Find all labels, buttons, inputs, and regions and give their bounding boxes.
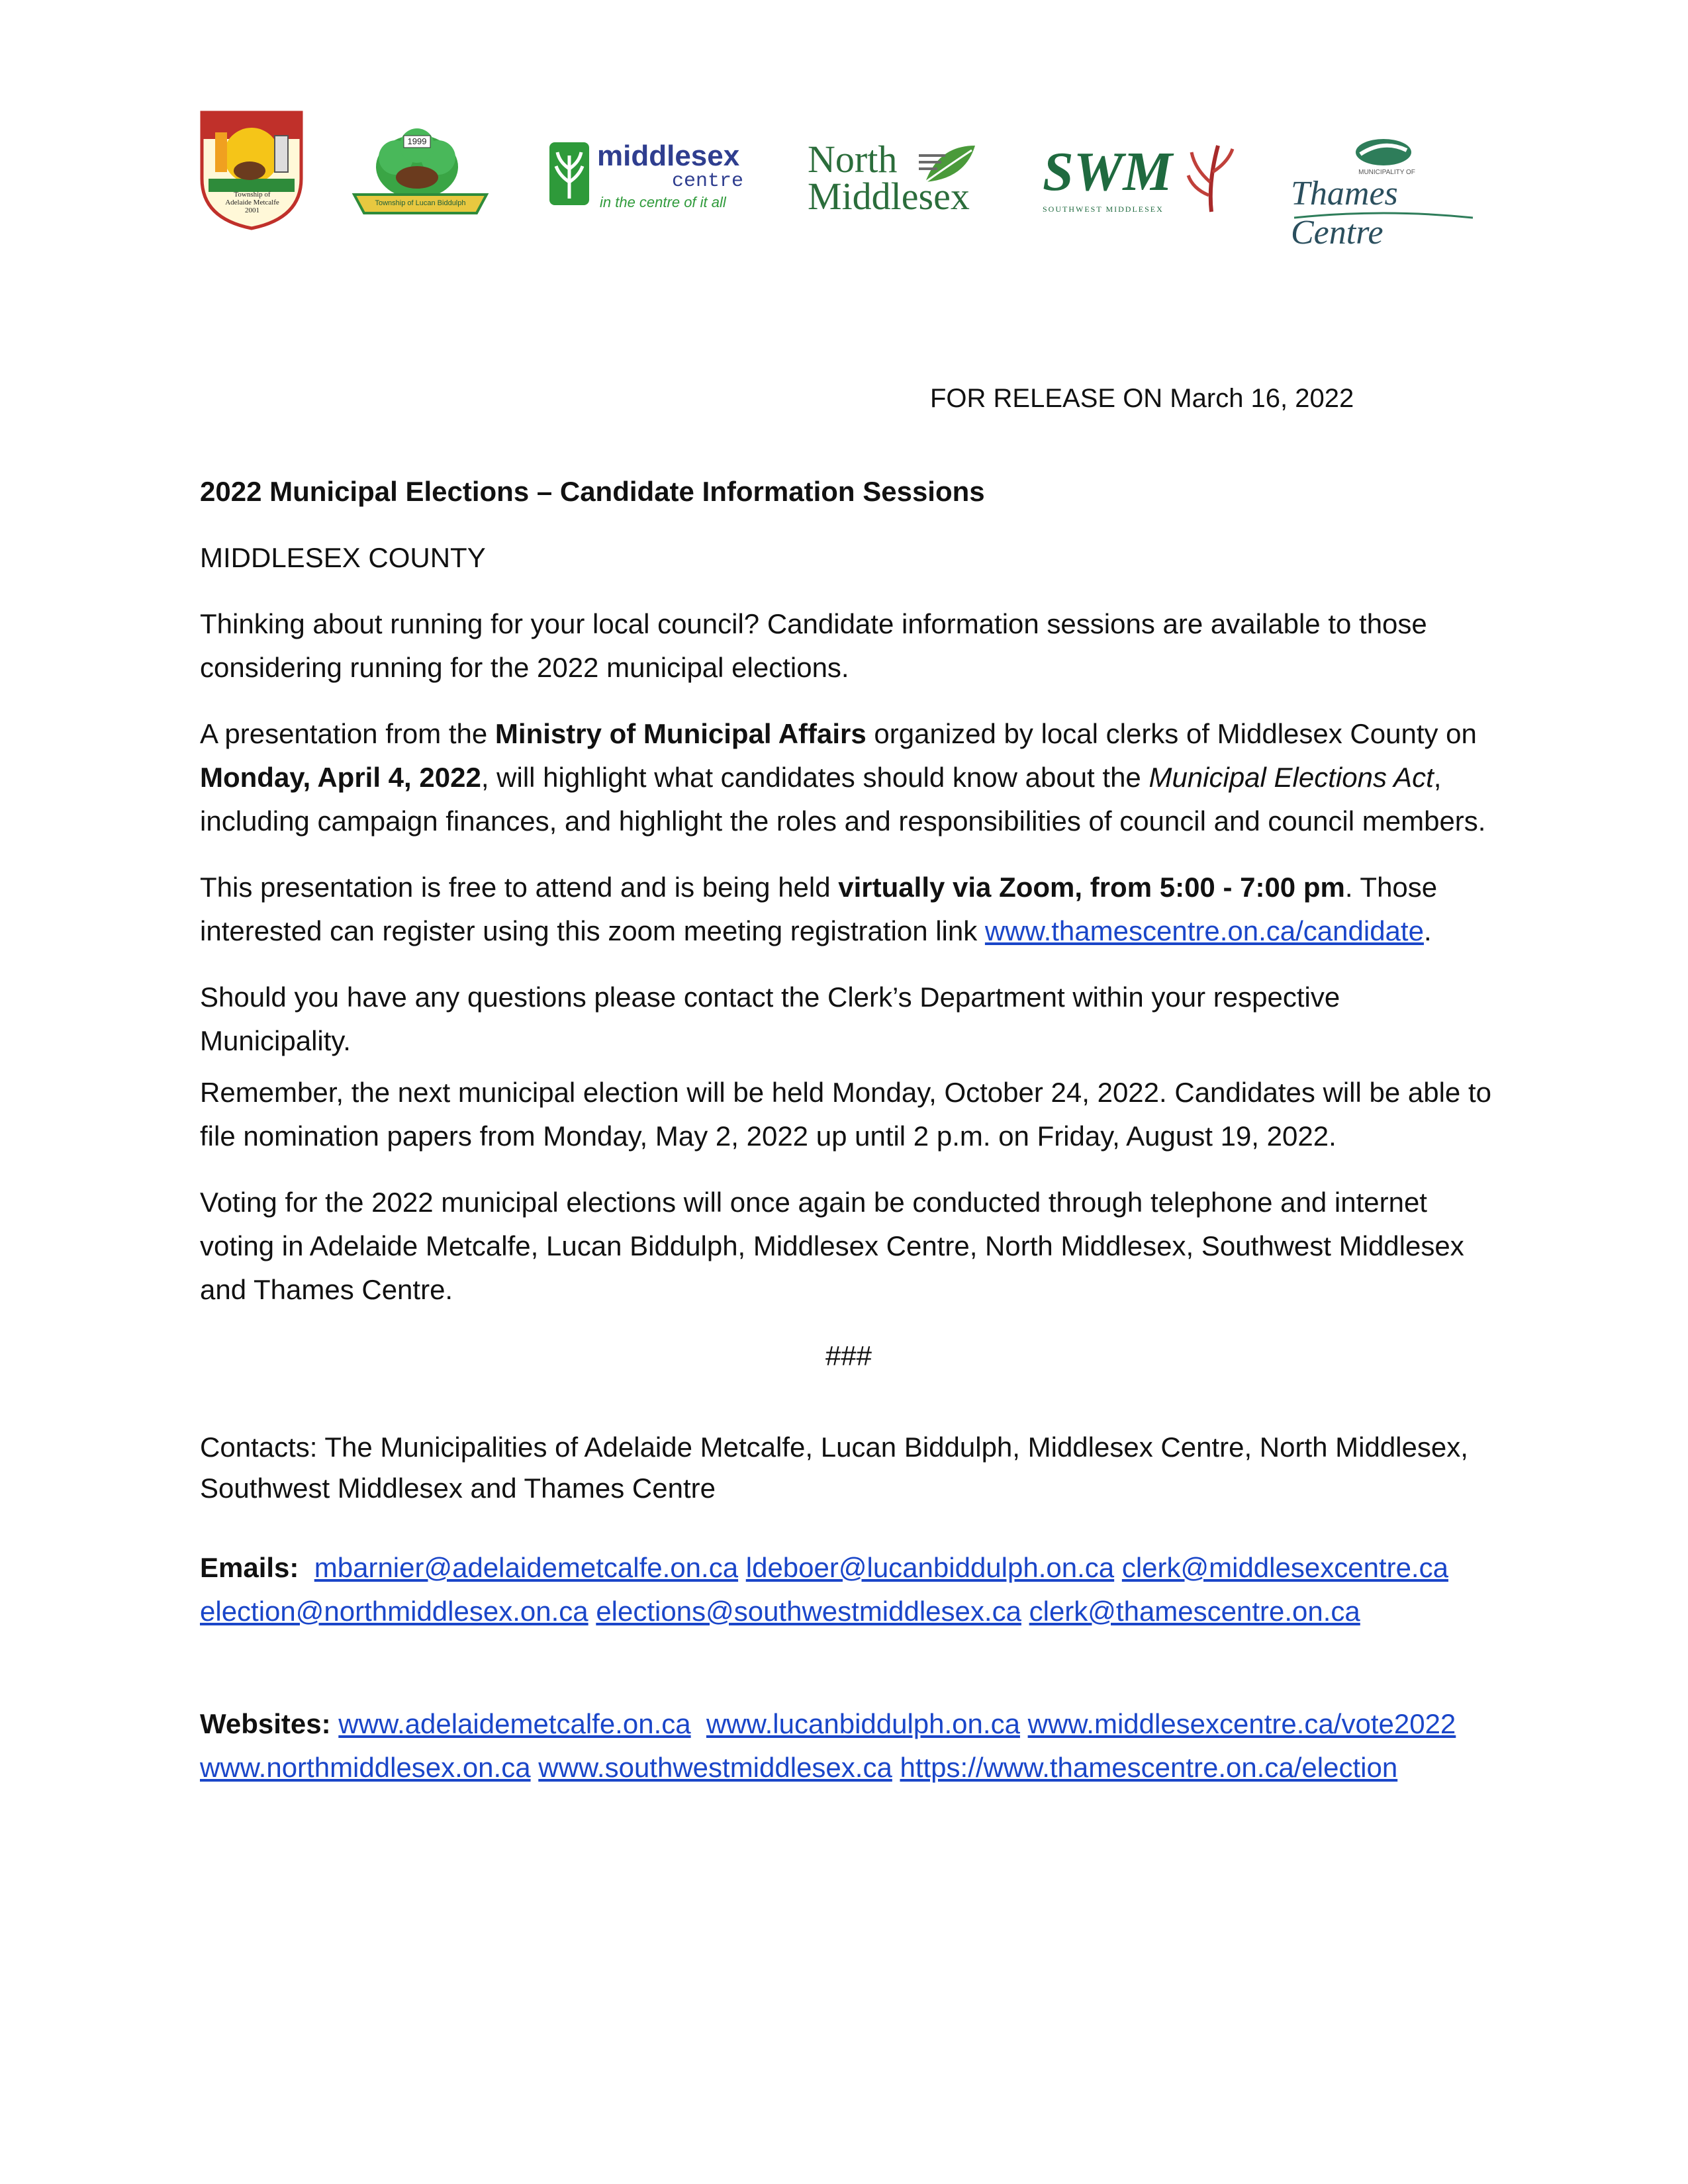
- southwest-middlesex-logo: [1043, 142, 1241, 222]
- website-link[interactable]: www.adelaidemetcalfe.on.ca: [338, 1708, 691, 1739]
- text-run: . Those interested can register using this zoom meeting registration link: [200, 872, 1438, 946]
- email-link[interactable]: ldeboer@lucanbiddulph.on.ca: [745, 1552, 1115, 1583]
- voting-paragraph: Voting for the 2022 municipal elections will once again be conducted through telephone and internet voting in Adelaide Metcalfe, Lucan Biddulph, Middlesex Centre, North Middlesex, Southwest Middlesex and Thames Centre.: [200, 1187, 1464, 1305]
- crest-line-2: Adelaide Metcalfe: [225, 199, 279, 206]
- headline: 2022 Municipal Elections – Candidate Information Sessions: [200, 476, 985, 507]
- zoom-paragraph: [200, 866, 1497, 953]
- website-link[interactable]: https://www.thamescentre.on.ca/election: [900, 1752, 1398, 1783]
- email-link[interactable]: clerk@thamescentre.on.ca: [1029, 1596, 1360, 1627]
- questions-paragraph: Should you have any questions please contact the Clerk’s Department within your respective Municipality.: [200, 981, 1340, 1056]
- website-link[interactable]: www.southwestmiddlesex.ca: [538, 1752, 892, 1783]
- lucan-biddulph-logo: [344, 126, 496, 232]
- swm-letters: SWM: [1043, 141, 1173, 203]
- presentation-paragraph: [200, 712, 1497, 843]
- contacts-paragraph: Contacts: The Municipalities of Adelaide Metcalfe, Lucan Biddulph, Middlesex Centre, North Middlesex, Southwest Middlesex and Thames Centre: [200, 1432, 1468, 1504]
- text-run: .: [1423, 915, 1432, 946]
- middlesex-centre-logo: [549, 142, 748, 222]
- middlesex-tagline: in the centre of it all: [600, 194, 726, 210]
- websites-label: Websites:: [200, 1708, 331, 1739]
- middlesex-word-2: Middlesex: [808, 175, 970, 218]
- website-link[interactable]: www.northmiddlesex.on.ca: [200, 1752, 531, 1783]
- thames-name: Thames Centre: [1291, 175, 1398, 251]
- election-date-paragraph: Remember, the next municipal election will be held Monday, October 24, 2022. Candidates will be able to file nomination papers from Monday, May 2, 2022 up until 2 p.m. on Friday, August 19, 2022.: [200, 1077, 1491, 1152]
- crest-text: [219, 191, 285, 214]
- adelaide-metcalfe-crest: [195, 106, 308, 232]
- north-word: North: [808, 138, 898, 181]
- websites-block: [200, 1702, 1497, 1790]
- email-link[interactable]: election@northmiddlesex.on.ca: [200, 1596, 588, 1627]
- lucan-year: 1999: [407, 136, 427, 146]
- thames-centre-logo: [1291, 136, 1489, 251]
- act-title: Municipal Elections Act: [1149, 762, 1434, 793]
- text-run: This presentation is free to attend and is being held: [200, 872, 839, 903]
- middlesex-word: middlesex: [597, 140, 740, 172]
- intro-paragraph: Thinking about running for your local council? Candidate information sessions are available to those considering running for the 2022 municipal elections.: [200, 608, 1427, 683]
- text-run: , will highlight what candidates should know about the: [481, 762, 1149, 793]
- release-date: FOR RELEASE ON March 16, 2022: [930, 384, 1354, 413]
- thames-top-line: MUNICIPALITY OF: [1358, 169, 1415, 176]
- session-date: Monday, April 4, 2022: [200, 762, 481, 793]
- email-link[interactable]: mbarnier@adelaidemetcalfe.on.ca: [314, 1552, 739, 1583]
- crest-line-1: Township of: [234, 191, 271, 199]
- logo-row: [185, 106, 1509, 265]
- email-link[interactable]: elections@southwestmiddlesex.ca: [596, 1596, 1021, 1627]
- ministry-name: Ministry of Municipal Affairs: [494, 718, 867, 749]
- text-run: A presentation from the: [200, 718, 495, 749]
- text-run: , including campaign finances, and highlight the roles and responsibilities of council and council members.: [200, 762, 1486, 837]
- zoom-time: virtually via Zoom, from 5:00 - 7:00 pm: [838, 872, 1345, 903]
- north-middlesex-logo: [808, 138, 1006, 222]
- press-release-body: [200, 470, 1497, 1858]
- emails-block: [200, 1546, 1497, 1633]
- centre-word: centre: [672, 170, 744, 193]
- emails-label: Emails:: [200, 1552, 299, 1583]
- swm-caption: SOUTHWEST MIDDLESEX: [1043, 205, 1164, 214]
- website-link[interactable]: www.lucanbiddulph.on.ca: [706, 1708, 1020, 1739]
- email-link[interactable]: clerk@middlesexcentre.ca: [1121, 1552, 1448, 1583]
- text-run: organized by local clerks of Middlesex County on: [866, 718, 1477, 749]
- crest-line-3: 2001: [245, 206, 259, 214]
- county-line: MIDDLESEX COUNTY: [200, 542, 486, 573]
- lucan-banner-text: Township of Lucan Biddulph: [375, 199, 466, 207]
- end-mark: ###: [825, 1340, 872, 1371]
- registration-link[interactable]: www.thamescentre.on.ca/candidate: [984, 915, 1424, 946]
- website-link[interactable]: www.middlesexcentre.ca/vote2022: [1027, 1708, 1456, 1739]
